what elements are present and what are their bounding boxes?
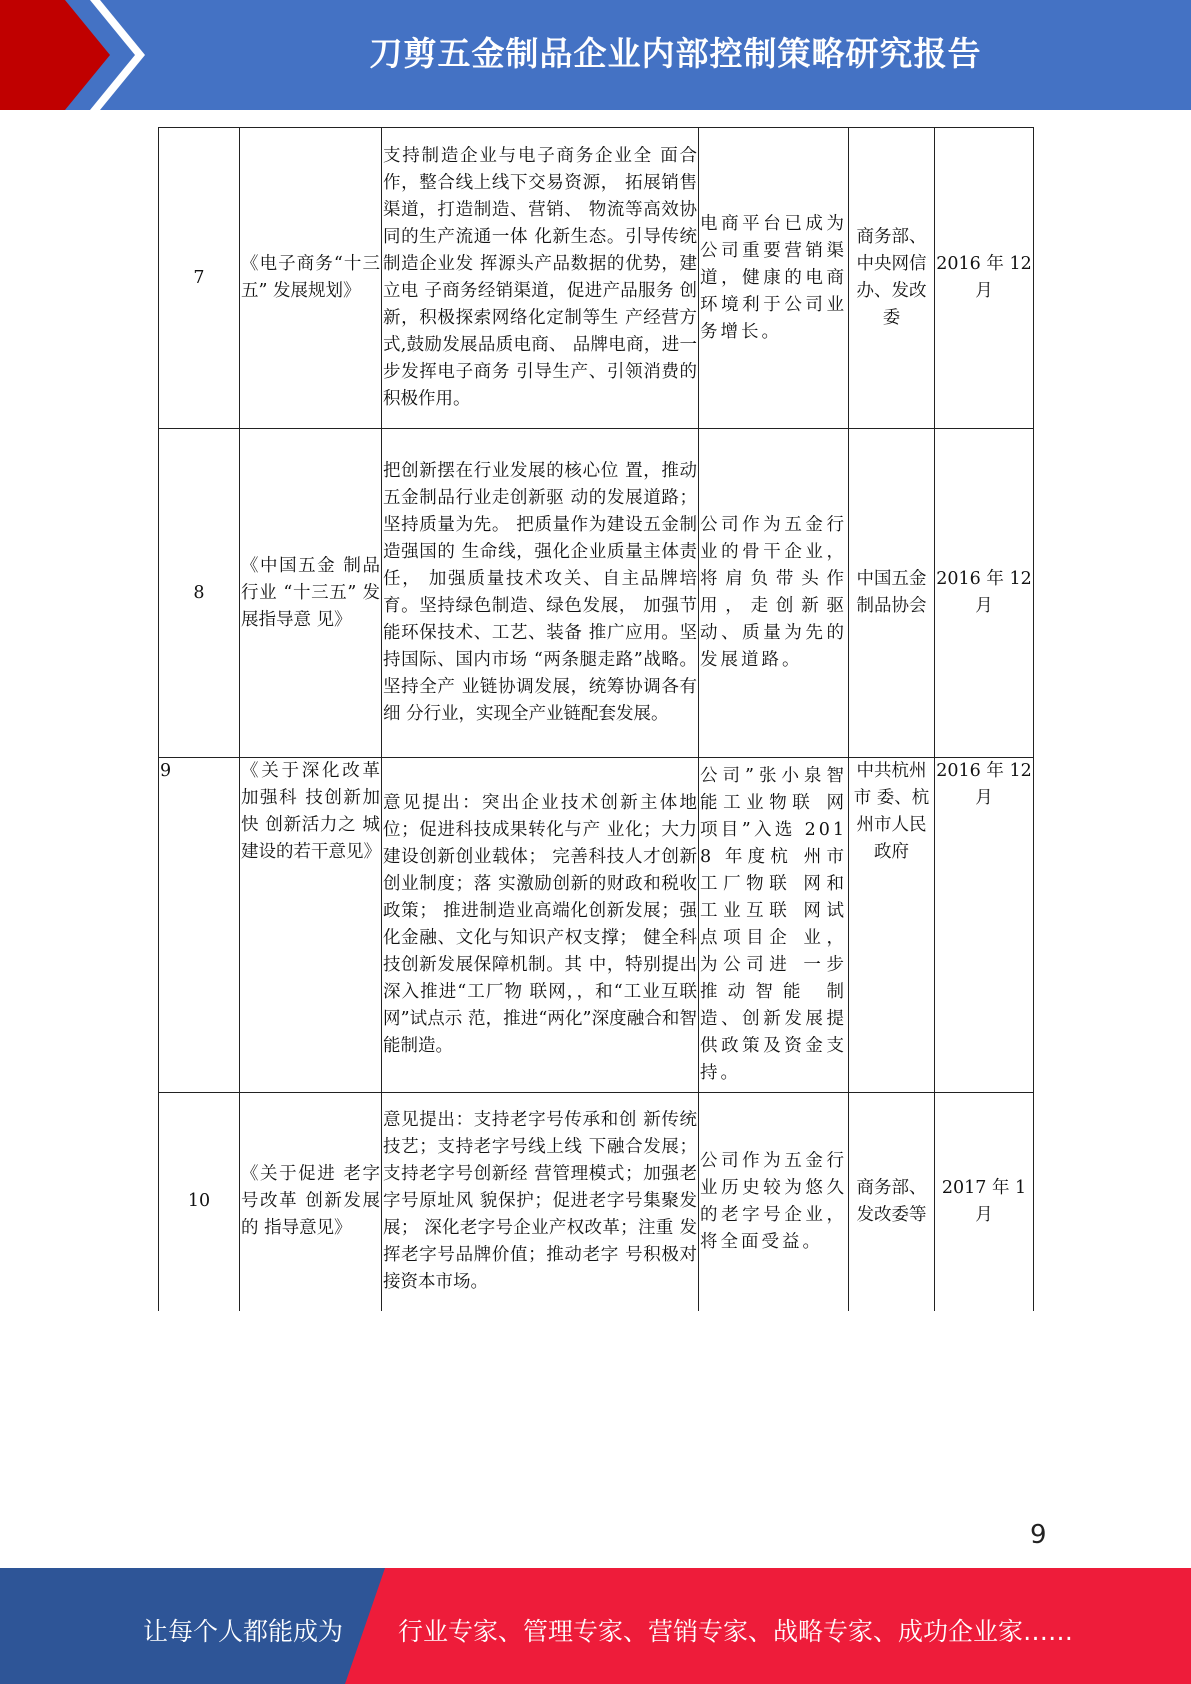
policy-title: 《关于促进 老字号改革 创新发展的 指导意见》: [240, 1093, 382, 1311]
table-row: [159, 758, 1034, 1093]
table-row: [159, 128, 1034, 429]
policy-impact: 电商平台已成为公司重要营销渠道，健康的电商环境利于公司业务增长。: [699, 128, 849, 429]
issuing-department: 中共杭州市 委、杭州市人民政府: [849, 758, 935, 1093]
policy-impact: 公司作为五金行业的骨干企业，将肩负带头作用，走创新驱动、质量为先的发展道路。: [699, 429, 849, 758]
issuing-department: 中国五金制品协会: [849, 429, 935, 758]
header-arrow-graphic: [0, 0, 160, 110]
page-footer: [0, 1568, 1191, 1684]
row-number: 9: [159, 758, 240, 1093]
row-number: 7: [159, 128, 240, 429]
policy-content: 意见提出：突出企业技术创新主体地位；促进科技成果转化与产 业化；大力建设创新创业载体； 完善科技人才创新创业制度；落 实激励创新的财政和税收政策； 推进制造业高端化创新发展；强 化金融、文化与知识产权支撑； 健全科技创新发展保障机制。其 中，特别提出深入推进“工厂物 联网，，和“工业互联网”试点示 范，推进“两化”深度融合和智 能制造。: [382, 758, 699, 1093]
issuing-department: 商务部、发改委等: [849, 1093, 935, 1311]
policy-impact: 公司作为五金行业历史较为悠久的老字号企业，将全面受益。: [699, 1093, 849, 1311]
page-header: [0, 0, 1191, 110]
row-number: 8: [159, 429, 240, 758]
policy-content: 支持制造企业与电子商务企业全 面合作，整合线上线下交易资源， 拓展销售渠道，打造制造、营销、 物流等高效协同的生产流通一体 化新生态。引导传统制造企业发 挥源头产品数据的优势，建立电 子商务经销渠道，促进产品服务 创新，积极探索网络化定制等生 产经营方式,鼓励发展品质电商、 品牌电商，进一步发挥电子商务 引导生产、引领消费的积极作用。: [382, 128, 699, 429]
policy-impact: 公司”张小泉智能工业物联 网项目”入选 2018 年度杭 州市工厂物联 网和工业互联 网试点项目企 业，为公司进 一步推动智能 制造、创新发展提供政策及资金支持。: [699, 758, 849, 1093]
table-row: [159, 1093, 1034, 1311]
policy-title: 《关于深化改革加强科 技创新加快 创新活力之 城建设的若干意见》: [240, 758, 382, 1093]
issuing-department: 商务部、中央网信办、发改委: [849, 128, 935, 429]
page-number: 9: [1030, 1520, 1047, 1550]
issue-date: 2016 年 12 月: [935, 758, 1034, 1093]
footer-slogan-right: 行业专家、管理专家、营销专家、战略专家、成功企业家……: [398, 1617, 1074, 1646]
policy-content: 意见提出：支持老字号传承和创 新传统技艺；支持老字号线上线 下融合发展；支持老字号创新经 营管理模式；加强老字号原址风 貌保护；促进老字号集聚发展； 深化老字号企业产权改革；注重 发挥老字号品牌价值；推动老字 号积极对接资本市场。: [382, 1093, 699, 1311]
report-title: 刀剪五金制品企业内部控制策略研究报告: [369, 34, 982, 73]
policy-title: 《中国五金 制品行业 “十三五” 发展指导意 见》: [240, 429, 382, 758]
issue-date: 2016 年 12 月: [935, 128, 1034, 429]
footer-slogan-left: 让每个人都能成为: [143, 1617, 344, 1646]
policy-table: [158, 127, 1034, 1311]
table-row: [159, 429, 1034, 758]
issue-date: 2016 年 12 月: [935, 429, 1034, 758]
policy-title: 《电子商务“十三五” 发展规划》: [240, 128, 382, 429]
issue-date: 2017 年 1 月: [935, 1093, 1034, 1311]
policy-content: 把创新摆在行业发展的核心位 置，推动五金制品行业走创新驱 动的发展道路；坚持质量为先。 把质量作为建设五金制造强国的 生命线，强化企业质量主体责任， 加强质量技术攻关、自主品牌培 育。坚持绿色制造、绿色发展， 加强节能环保技术、工艺、装备 推广应用。坚持国际、国内市场 “两条腿走路”战略。坚持全产 业链协调发展，统筹协调各有细 分行业，实现全产业链配套发展。: [382, 429, 699, 758]
row-number: 10: [159, 1093, 240, 1311]
